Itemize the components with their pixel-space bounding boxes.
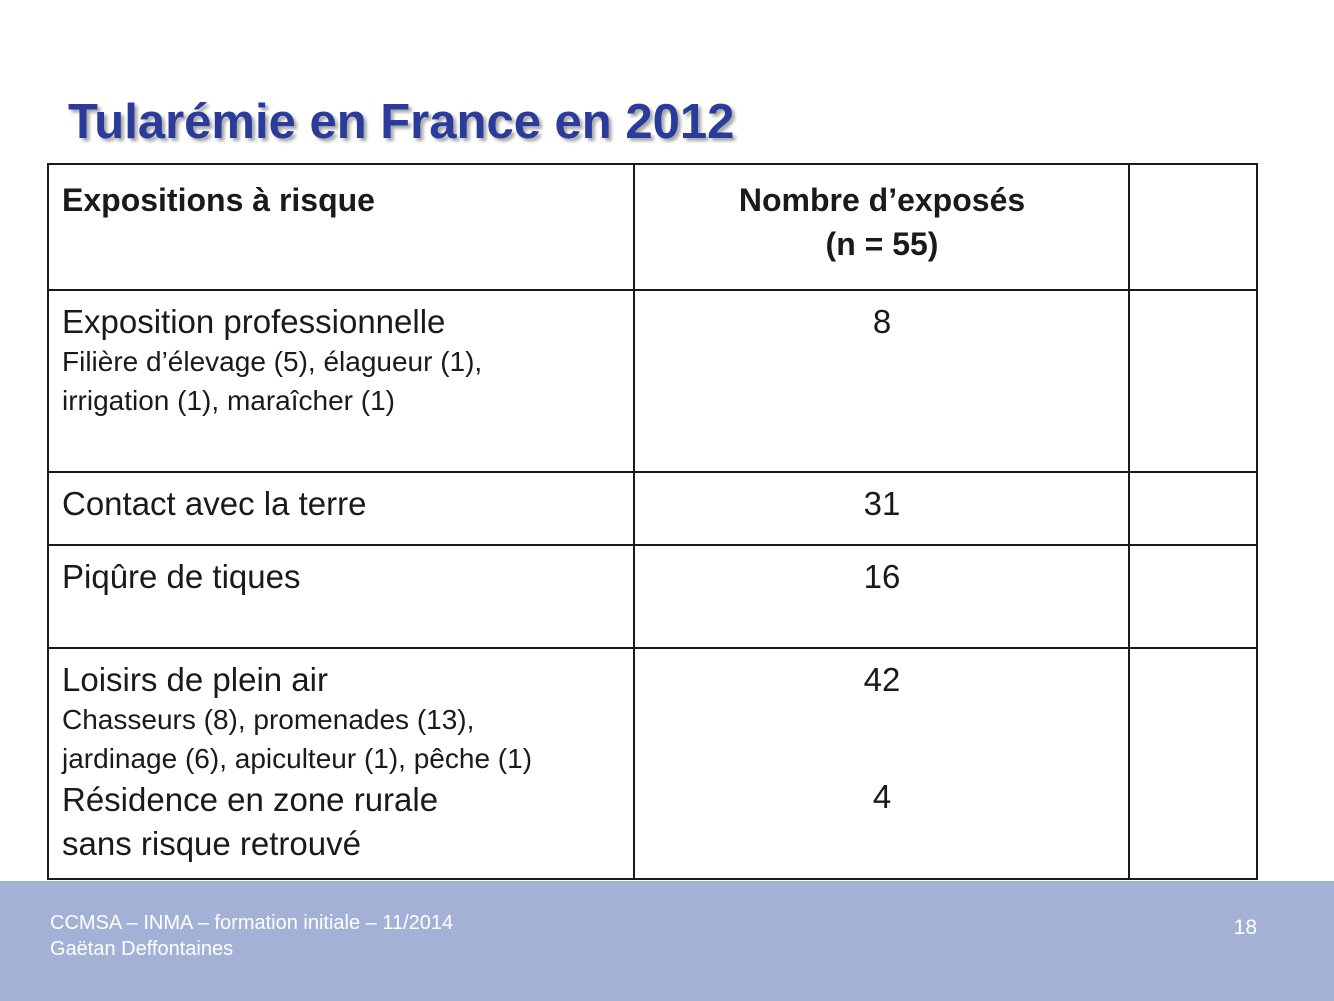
row-label: Piqûre de tiques (62, 558, 301, 595)
row-detail: Filière d’élevage (5), élagueur (1), (62, 346, 483, 377)
header-cell-expositions (48, 164, 634, 290)
row-detail: Chasseurs (8), promenades (13), (62, 704, 475, 735)
empty-cell (1129, 648, 1257, 879)
row-label: Exposition professionnelle (62, 303, 446, 340)
row-detail: jardinage (6), apiculteur (1), pêche (1) (62, 743, 533, 774)
empty-cell (1129, 472, 1257, 545)
footer-course: CCMSA – INMA – formation initiale – 11/2014 (50, 912, 454, 934)
table-row (48, 290, 1257, 472)
row-extra-label: Résidence en zone rurale (62, 781, 439, 818)
row-label: Loisirs de plein air (62, 661, 328, 698)
page-number: 18 (1233, 916, 1257, 939)
row-extra-label: sans risque retrouvé (62, 825, 361, 862)
footer-band (0, 881, 1334, 1001)
row-label: Contact avec la terre (62, 485, 367, 522)
footer-author: Gaëtan Deffontaines (50, 938, 234, 960)
header-n-total: (n = 55) (825, 226, 939, 262)
row-value: 16 (863, 558, 901, 595)
row-value: 42 (863, 661, 901, 698)
empty-cell (1129, 290, 1257, 472)
header-nombre: Nombre d’exposés (738, 182, 1026, 218)
header-cell-nombre (634, 164, 1129, 290)
table-row (48, 648, 1257, 879)
row-detail: irrigation (1), maraîcher (1) (62, 385, 395, 416)
row-extra-value: 4 (872, 778, 892, 815)
header-cell-empty (1129, 164, 1257, 290)
table-row (48, 545, 1257, 648)
table-header-row (48, 164, 1257, 290)
exposure-table (47, 163, 1258, 880)
row-value: 8 (872, 303, 892, 340)
slide-title: Tularémie en France en 2012 (68, 95, 735, 149)
row-value: 31 (863, 485, 901, 522)
header-expositions: Expositions à risque (62, 182, 375, 218)
table-row (48, 472, 1257, 545)
empty-cell (1129, 545, 1257, 648)
